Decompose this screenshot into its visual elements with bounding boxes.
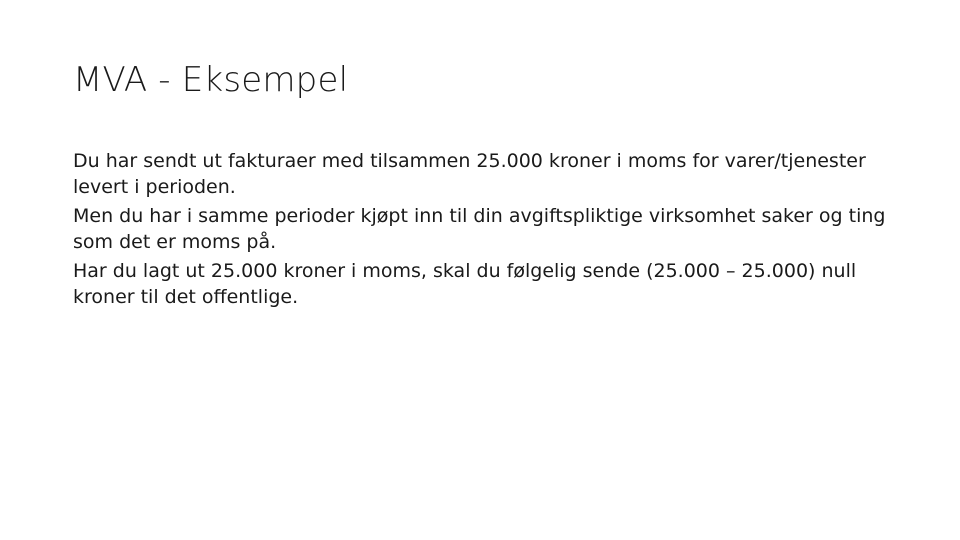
body-paragraph-conclusion: Har du lagt ut 25.000 kroner i moms, skal du følgelig sende (25.000 – 25.000) null kroner til det offentlige. — [73, 260, 857, 308]
slide-title: MVA - Eksempel — [73, 60, 349, 100]
slide-body — [73, 148, 893, 313]
body-paragraph-purchases: Men du har i samme perioder kjøpt inn til din avgiftspliktige virksomhet saker og ting som det er moms på. — [73, 205, 886, 253]
body-paragraph-invoices: Du har sendt ut fakturaer med tilsammen 25.000 kroner i moms for varer/tjenester levert i perioden. — [73, 150, 866, 198]
